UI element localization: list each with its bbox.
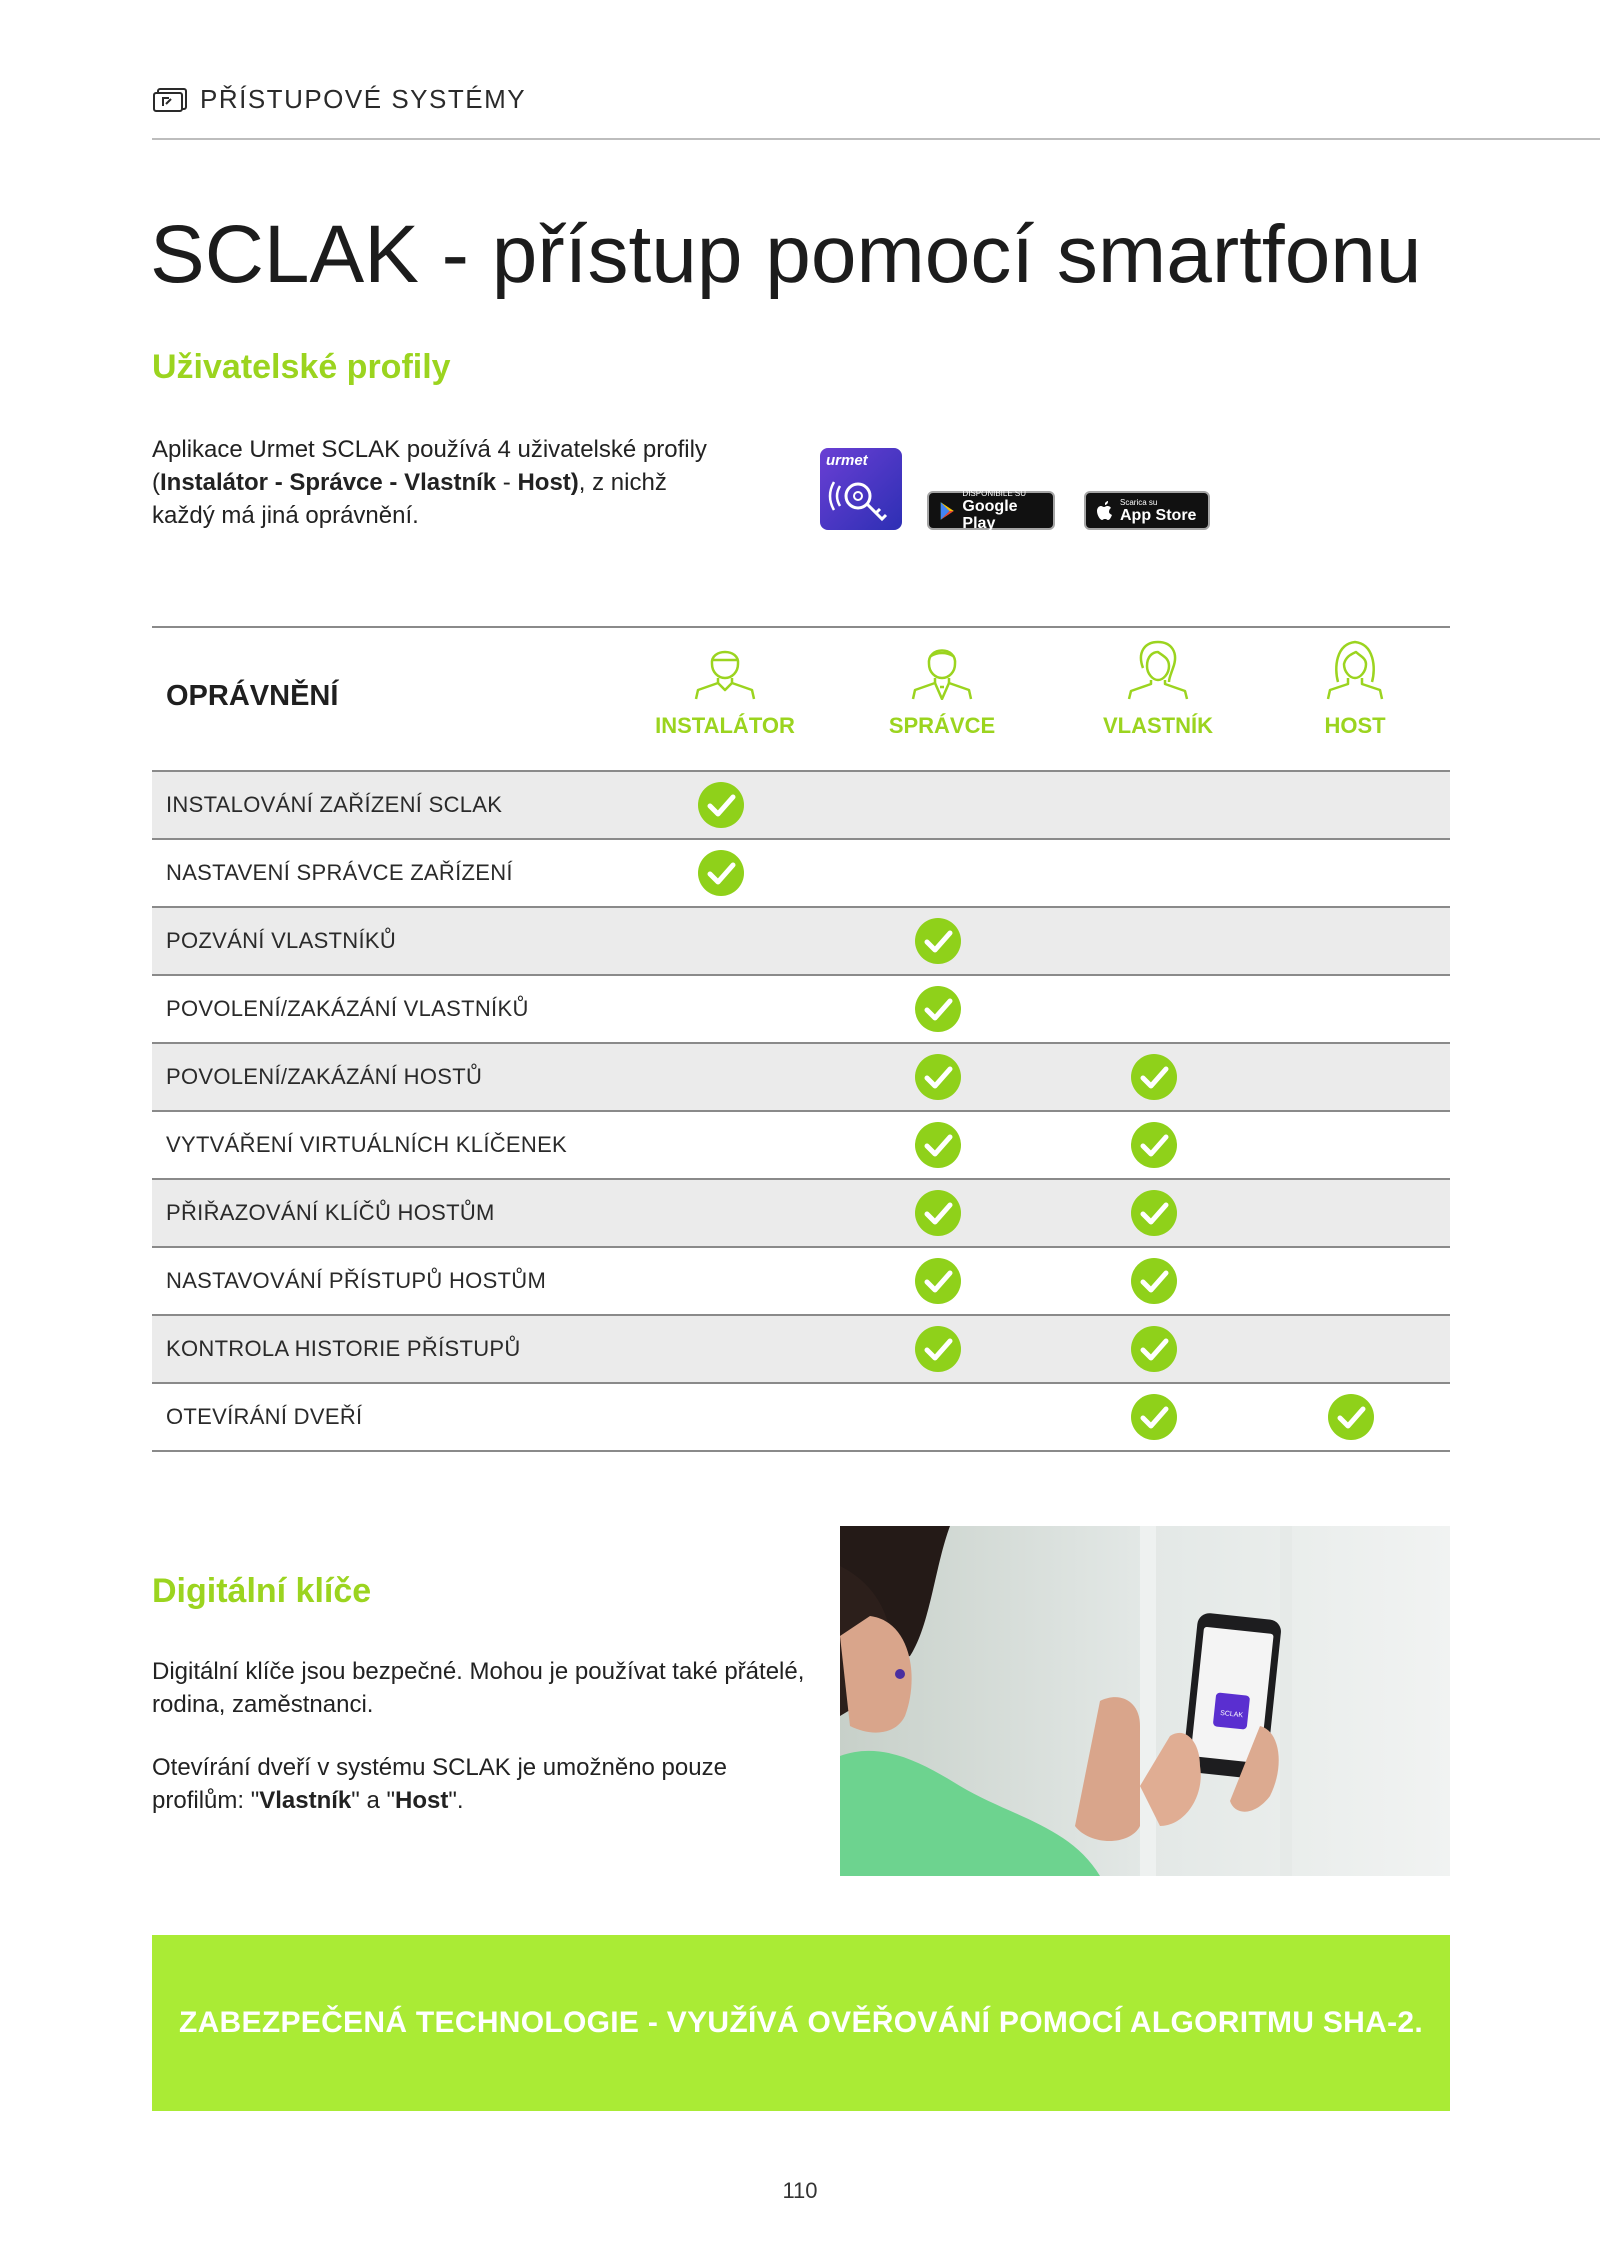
check-icon xyxy=(1130,1257,1178,1305)
check-icon xyxy=(914,1325,962,1373)
permission-label: POZVÁNÍ VLASTNÍKŮ xyxy=(166,928,397,953)
access-card-icon xyxy=(152,87,188,113)
table-row xyxy=(152,1248,1450,1316)
digital-keys-text xyxy=(152,1655,812,1817)
permission-label: KONTROLA HISTORIE PŘÍSTUPŮ xyxy=(166,1336,521,1361)
guest-avatar-icon xyxy=(1320,638,1390,700)
key-signal-icon xyxy=(820,448,902,530)
digital-keys-heading: Digitální klíče xyxy=(152,1572,372,1610)
digital-p2-line2: profilům: "Vlastník" a "Host". xyxy=(152,1787,464,1814)
role-guest: HOST xyxy=(1275,638,1435,739)
photo-woman-with-phone xyxy=(840,1526,1450,1876)
phone-screen-label: SCLAK xyxy=(1219,1709,1244,1720)
page-title: SCLAK - přístup pomocí smartfonu xyxy=(150,209,1422,300)
header-divider xyxy=(152,138,1600,140)
security-banner xyxy=(152,1935,1450,2111)
permissions-header: OPRÁVNĚNÍ xyxy=(166,680,339,712)
app-store-badge[interactable]: Scarica su App Store xyxy=(1084,491,1210,530)
intro-line-1: Aplikace Urmet SCLAK používá 4 uživatelské profily xyxy=(152,436,707,463)
page-number: 110 xyxy=(782,2178,818,2203)
digital-p1-line2: rodina, zaměstnanci. xyxy=(152,1691,374,1718)
check-icon xyxy=(1327,1393,1375,1441)
google-play-icon xyxy=(939,500,956,522)
check-icon xyxy=(697,781,745,829)
profiles-intro xyxy=(152,433,772,532)
check-icon xyxy=(1130,1189,1178,1237)
table-row xyxy=(152,1316,1450,1384)
admin-avatar-icon xyxy=(907,638,977,700)
check-icon xyxy=(914,1121,962,1169)
table-row xyxy=(152,772,1450,840)
permission-label: VYTVÁŘENÍ VIRTUÁLNÍCH KLÍČENEK xyxy=(166,1132,568,1157)
owner-avatar-icon xyxy=(1123,638,1193,700)
urmet-logo-text: urmet xyxy=(826,452,868,469)
permission-label: POVOLENÍ/ZAKÁZÁNÍ VLASTNÍKŮ xyxy=(166,996,529,1021)
section-label: PŘÍSTUPOVÉ SYSTÉMY xyxy=(200,84,527,114)
intro-line-2: (Instalátor - Správce - Vlastník - Host), z nichž xyxy=(152,469,667,496)
table-row xyxy=(152,840,1450,908)
banner-text: ZABEZPEČENÁ TECHNOLOGIE - VYUŽÍVÁ OVĚŘOVÁNÍ POMOCÍ ALGORITMU SHA-2. xyxy=(178,2006,1424,2039)
check-icon xyxy=(914,985,962,1033)
permission-label: OTEVÍRÁNÍ DVEŘÍ xyxy=(166,1404,363,1429)
table-body xyxy=(152,772,1450,1452)
intro-line-3: každý má jiná oprávnění. xyxy=(152,502,419,529)
section-header xyxy=(152,84,526,115)
table-row xyxy=(152,908,1450,976)
check-icon xyxy=(697,849,745,897)
permission-label: PŘIŘAZOVÁNÍ KLÍČŮ HOSTŮM xyxy=(166,1200,495,1225)
permission-label: INSTALOVÁNÍ ZAŘÍZENÍ SCLAK xyxy=(166,792,503,817)
table-header xyxy=(152,626,1450,772)
urmet-app-icon[interactable] xyxy=(820,448,902,530)
permissions-table xyxy=(152,626,1450,1452)
table-row xyxy=(152,976,1450,1044)
role-installer: INSTALÁTOR xyxy=(645,638,805,739)
role-owner: VLASTNÍK xyxy=(1078,638,1238,739)
digital-p1-line1: Digitální klíče jsou bezpečné. Mohou je používat také přátelé, xyxy=(152,1658,805,1685)
permission-label: NASTAVENÍ SPRÁVCE ZAŘÍZENÍ xyxy=(166,860,513,885)
profiles-heading: Uživatelské profily xyxy=(152,348,451,386)
check-icon xyxy=(1130,1053,1178,1101)
check-icon xyxy=(914,917,962,965)
permission-label: POVOLENÍ/ZAKÁZÁNÍ HOSTŮ xyxy=(166,1064,483,1089)
check-icon xyxy=(914,1189,962,1237)
digital-p2-line1: Otevírání dveří v systému SCLAK je umožněno pouze xyxy=(152,1754,727,1781)
table-row xyxy=(152,1112,1450,1180)
check-icon xyxy=(1130,1325,1178,1373)
table-row xyxy=(152,1180,1450,1248)
check-icon xyxy=(1130,1121,1178,1169)
role-admin: SPRÁVCE xyxy=(862,638,1022,739)
check-icon xyxy=(914,1053,962,1101)
check-icon xyxy=(1130,1393,1178,1441)
permission-label: NASTAVOVÁNÍ PŘÍSTUPŮ HOSTŮM xyxy=(166,1268,547,1293)
table-row xyxy=(152,1044,1450,1112)
installer-avatar-icon xyxy=(690,638,760,700)
table-row xyxy=(152,1384,1450,1452)
check-icon xyxy=(914,1257,962,1305)
apple-icon xyxy=(1096,500,1114,522)
google-play-badge[interactable]: DISPONIBILE SU Google Play xyxy=(927,491,1055,530)
